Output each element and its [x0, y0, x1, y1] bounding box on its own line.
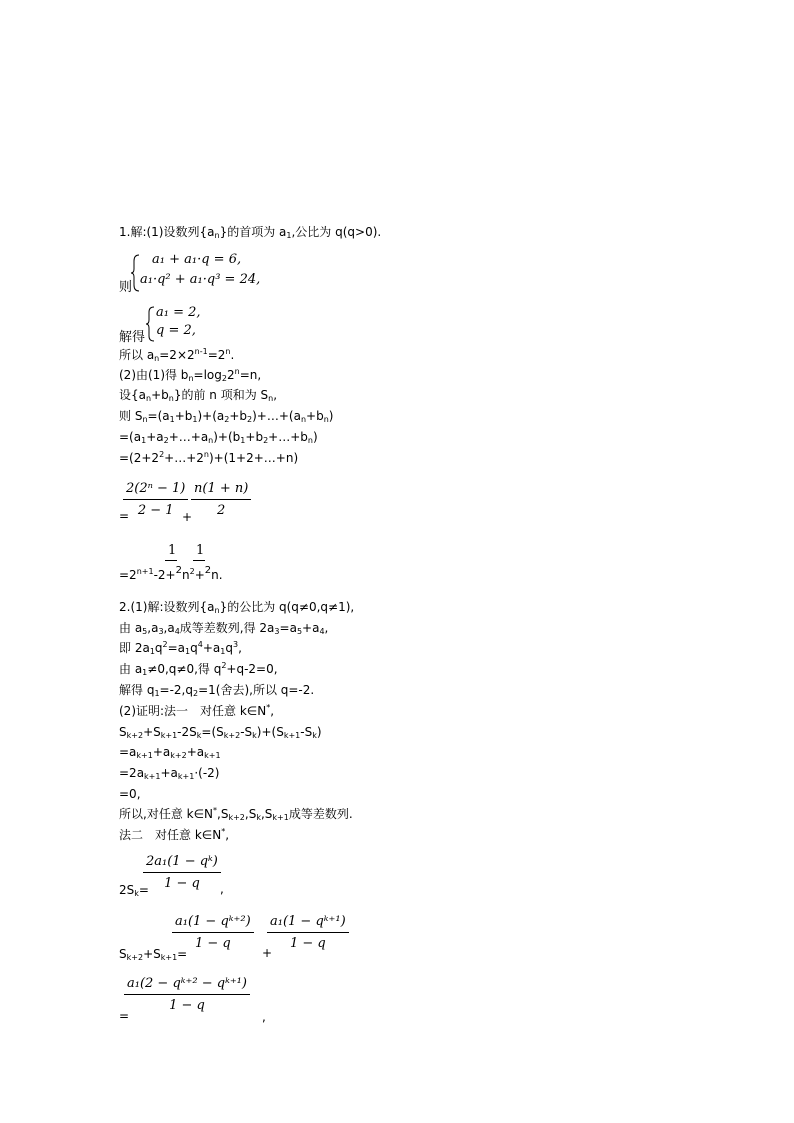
f3-tail: , [220, 882, 224, 896]
p2-line-3: 即 $2a_1q^2=a_1q^4+a_1q^3$, [119, 640, 242, 656]
half-numerator: 1 [168, 543, 177, 558]
f5-tail: , [262, 1010, 266, 1024]
sys1-row2: a₁·q² + a₁·q³ = 24, [140, 272, 261, 287]
p1-line-sum1: 则 $S_n=(a_1+b_1)+(a_2+b_2)+\dots+(a_n+b_n)$ [119, 409, 334, 424]
p2-line-4: 由 $a_1\ne 0,q\ne 0$,得 $q^2+q-2=0$, [119, 661, 278, 677]
fraction-2sk: $\frac{\text{2a₁(1 − qᵏ)}}{1 - q}$ [143, 854, 221, 891]
p2-line-10: =0, [119, 787, 141, 801]
f5-lhs: = [119, 1009, 130, 1023]
p1-line-sn: 设$\{a_n+b_n\}$的前 n 项和为 $S_n$, [119, 388, 278, 403]
plus-sign: + [182, 510, 193, 524]
fraction-sk1: $\frac{\text{a₁(1 − qᵏ⁺¹)}}{1 - q}$ [267, 914, 349, 951]
p1-jiede-label: 解得 [119, 330, 146, 345]
half-numerator: 1 [196, 543, 205, 558]
f4-plus: + [262, 946, 273, 960]
sys2-row2: q = 2, [156, 323, 196, 338]
p2-line-8: $=a_{k+1}+a_{k+2}+a_{k+1}$ [119, 745, 221, 760]
p1-ze-label: 则 [119, 280, 133, 295]
sys1-row1: a₁ + a₁·q = 6, [152, 252, 242, 267]
p2-line-5: 解得 $q_1=-2,q_2=1$(舍去),所以 q=-2. [119, 683, 315, 698]
p1-line-sum3: $=(2+2^2+\dots+2^n)+(1+2+\dots+n)$ [119, 450, 299, 465]
fraction-bar [193, 560, 205, 561]
fraction-bar [165, 560, 177, 561]
p2-line-2: 由 $a_5,a_3,a_4$成等差数列,得 $2a_3=a_5+a_4$, [119, 621, 329, 636]
eq-sign: = [119, 509, 130, 523]
f3-lhs: $2S_k=$ [119, 883, 149, 898]
p2-line-6: (2)证明:法一 对任意 k∈N*, [119, 703, 275, 718]
left-brace-icon [146, 306, 156, 342]
p2-line-1: 2.(1)解:设数列$\{a_n\}$的公比为 q(q≠0,q≠1), [119, 600, 355, 615]
p1-line-an: 所以 $a_n=2\times 2^{n-1}=2^n$. [119, 347, 235, 363]
f4-lhs: $S_{k+2}+S_{k+1}=$ [119, 947, 188, 962]
sys2-row1: a₁ = 2, [156, 305, 201, 320]
fraction-geometric-sum: $\frac{\text{2(2ⁿ − 1)}}{2 - 1}$ [123, 481, 188, 518]
p2-line-12: 法二 对任意 k∈N*, [119, 827, 230, 842]
p1-final-line: $=2^{n+1}-2+^2n^2+^2n$. [119, 565, 223, 582]
p2-line-7: $S_{k+2}+S_{k+1}-2S_k=(S_{k+2}-S_k)+(S_{k+1}-S_k)$ [119, 725, 322, 740]
fraction-arithmetic-sum: $\frac{n(1 + n)}{2}$ [191, 481, 251, 518]
p1-line-bn: (2)由(1)得 $b_n=\log_22^n=n$, [119, 367, 262, 383]
p2-line-11: 所以,对任意 $k\in N^*,S_{k+2},S_k,S_{k+1}$成等差数列. [119, 806, 353, 822]
p1-header: 1.解:(1)设数列$\{a_n\}$的首项为 $a_1$,公比为 q(q>0). [119, 225, 382, 240]
fraction-sk2: $\frac{\text{a₁(1 − qᵏ⁺²)}}{1 - q}$ [172, 914, 254, 951]
fraction-combined: $\frac{\text{a₁(2 − qᵏ⁺² − qᵏ⁺¹)}}{1 - q}$ [124, 976, 250, 1013]
p2-line-9: $=2a_{k+1}+a_{k+1}\cdot(-2)$ [119, 766, 220, 781]
p1-line-sum2: $=(a_1+a_2+\dots+a_n)+(b_1+b_2+\dots+b_n)$ [119, 430, 318, 445]
